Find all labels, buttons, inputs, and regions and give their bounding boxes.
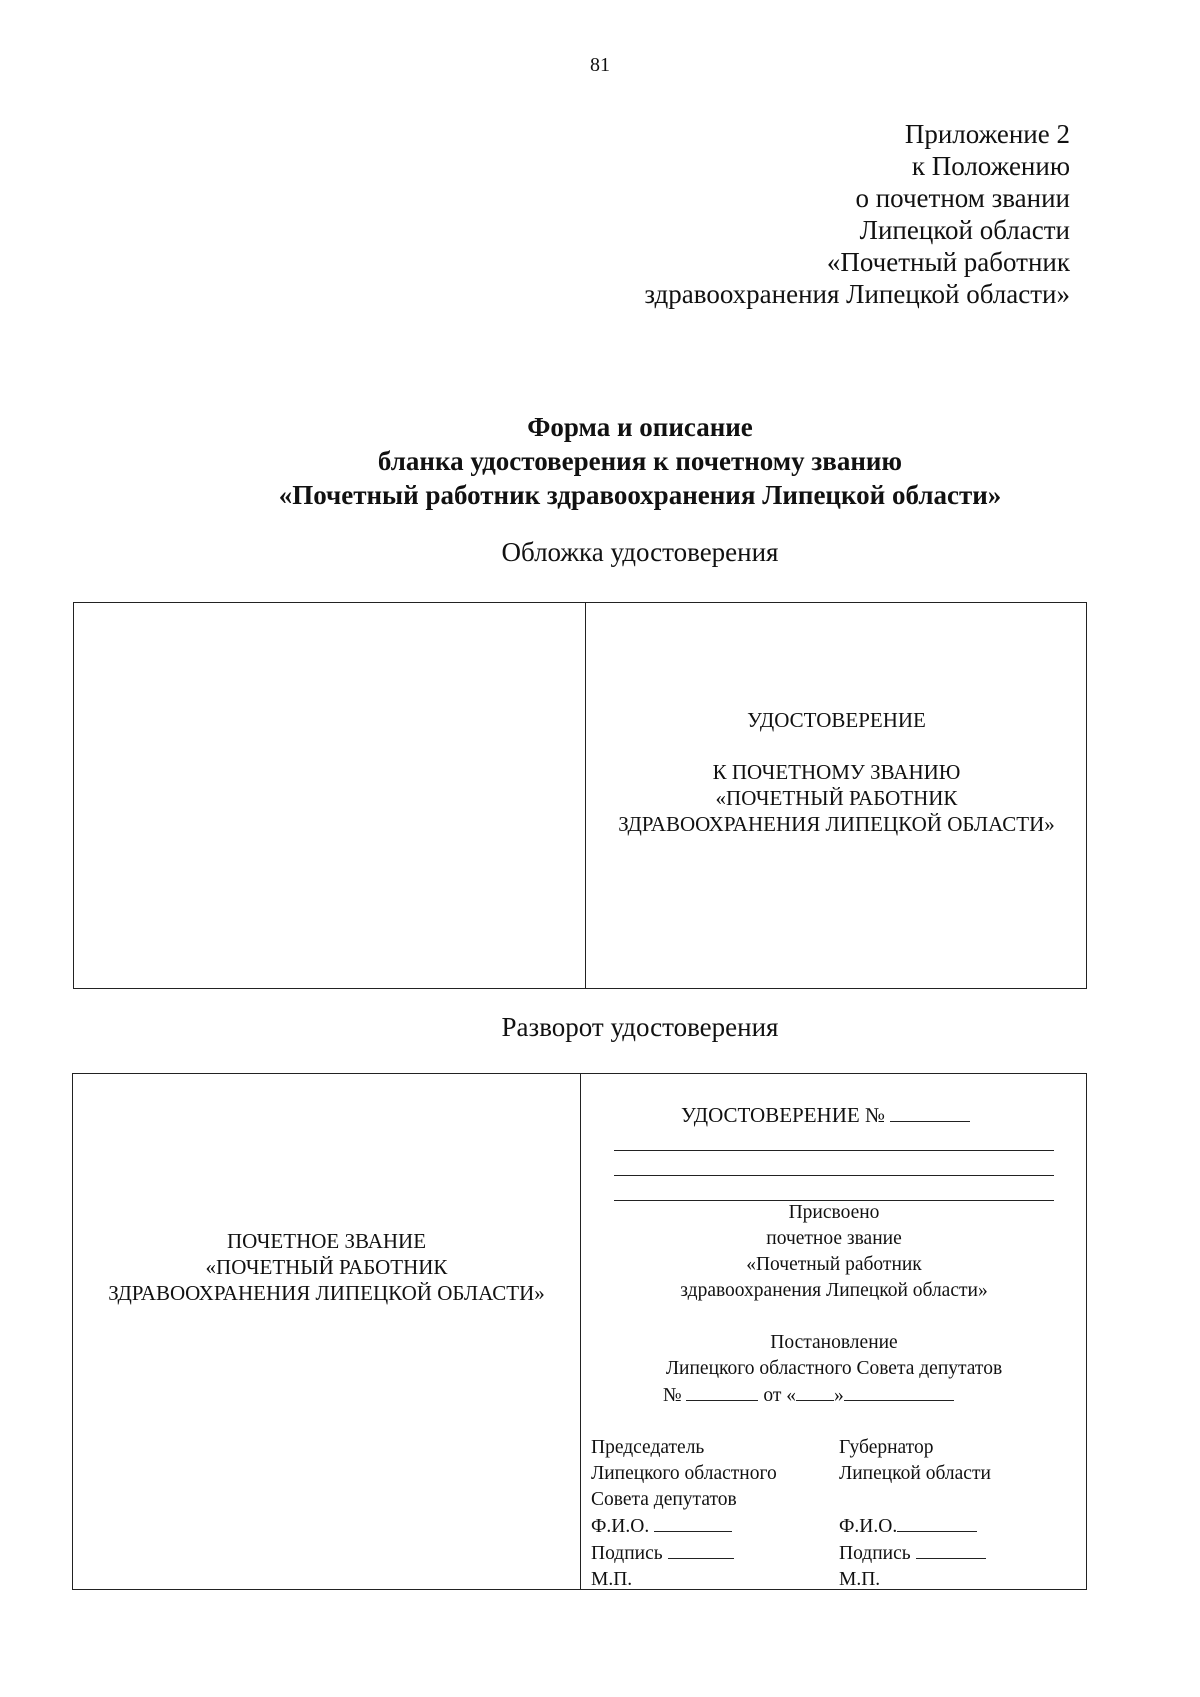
chairman-line: Председатель [591, 1437, 705, 1458]
spread-form [72, 1073, 1087, 1590]
chairman-line: Совета депутатов [591, 1489, 737, 1510]
resolution-number-row [663, 1382, 954, 1409]
cover-line: «ПОЧЕТНЫЙ РАБОТНИК [715, 786, 958, 810]
cover-title: УДОСТОВЕРЕНИЕ [747, 708, 926, 732]
certificate-number-field[interactable] [890, 1103, 970, 1122]
governor-fio-field[interactable] [897, 1513, 977, 1532]
awarded-line: «Почетный работник [746, 1254, 922, 1275]
chairman-line: Липецкого областного [591, 1463, 777, 1484]
chairman-block [591, 1435, 777, 1593]
spread-left-panel [73, 1228, 580, 1306]
cover-line: К ПОЧЕТНОМУ ЗВАНИЮ [712, 760, 961, 784]
appendix-line: здравоохранения Липецкой области» [644, 279, 1070, 309]
page-number: 81 [590, 54, 610, 76]
quote-close: » [834, 1385, 844, 1406]
governor-seal: М.П. [839, 1569, 881, 1590]
certificate-number-row [681, 1102, 970, 1128]
awarded-line: почетное звание [766, 1228, 902, 1249]
from-label: от « [763, 1385, 796, 1406]
spread-left-line: ПОЧЕТНОЕ ЗВАНИЕ [226, 1229, 427, 1253]
spread-left-line: «ПОЧЕТНЫЙ РАБОТНИК [205, 1255, 448, 1279]
cover-heading: Обложка удостоверения [501, 537, 779, 567]
appendix-line: к Положению [911, 151, 1070, 181]
document-title [0, 410, 1200, 512]
cover-divider [585, 603, 586, 988]
chairman-signature-label: Подпись [591, 1543, 663, 1564]
chairman-fio-field[interactable] [654, 1513, 732, 1532]
resolution-block [580, 1330, 1088, 1382]
awarded-line: Присвоено [788, 1202, 880, 1223]
cover-right-panel [587, 707, 1086, 837]
chairman-fio-label: Ф.И.О. [591, 1516, 650, 1537]
appendix-line: о почетном звании [855, 183, 1070, 213]
title-line: Форма и описание [527, 412, 753, 442]
appendix-line: «Почетный работник [826, 247, 1070, 277]
title-line: бланка удостоверения к почетному званию [377, 446, 903, 476]
governor-block [839, 1435, 991, 1593]
resolution-line: Постановление [770, 1332, 898, 1353]
appendix-block [644, 118, 1070, 310]
chairman-signature-field[interactable] [668, 1540, 734, 1559]
awarded-line: здравоохранения Липецкой области» [680, 1280, 988, 1301]
resolution-day-field[interactable] [796, 1382, 834, 1401]
resolution-date-field[interactable] [844, 1382, 954, 1401]
governor-fio-label: Ф.И.О. [839, 1516, 898, 1537]
spread-left-line: ЗДРАВООХРАНЕНИЯ ЛИПЕЦКОЙ ОБЛАСТИ» [108, 1281, 545, 1305]
title-line: «Почетный работник здравоохранения Липецкой области» [278, 480, 1002, 510]
certificate-label: УДОСТОВЕРЕНИЕ № [681, 1103, 886, 1127]
appendix-line: Приложение 2 [904, 119, 1070, 149]
governor-signature-label: Подпись [839, 1543, 911, 1564]
governor-line: Липецкой области [839, 1463, 991, 1484]
governor-signature-field[interactable] [916, 1540, 986, 1559]
resolution-line: Липецкого областного Совета депутатов [665, 1358, 1003, 1379]
cover-line: ЗДРАВООХРАНЕНИЯ ЛИПЕЦКОЙ ОБЛАСТИ» [618, 812, 1055, 836]
awarded-block [580, 1200, 1088, 1304]
appendix-line: Липецкой области [859, 215, 1070, 245]
resolution-number-field[interactable] [686, 1382, 758, 1401]
cover-form [73, 602, 1087, 989]
chairman-seal: М.П. [591, 1569, 633, 1590]
number-sign: № [663, 1385, 682, 1406]
spread-heading: Разворот удостоверения [501, 1012, 779, 1042]
governor-line: Губернатор [839, 1437, 934, 1458]
recipient-line-2[interactable] [614, 1175, 1054, 1176]
recipient-line-1[interactable] [614, 1150, 1054, 1151]
